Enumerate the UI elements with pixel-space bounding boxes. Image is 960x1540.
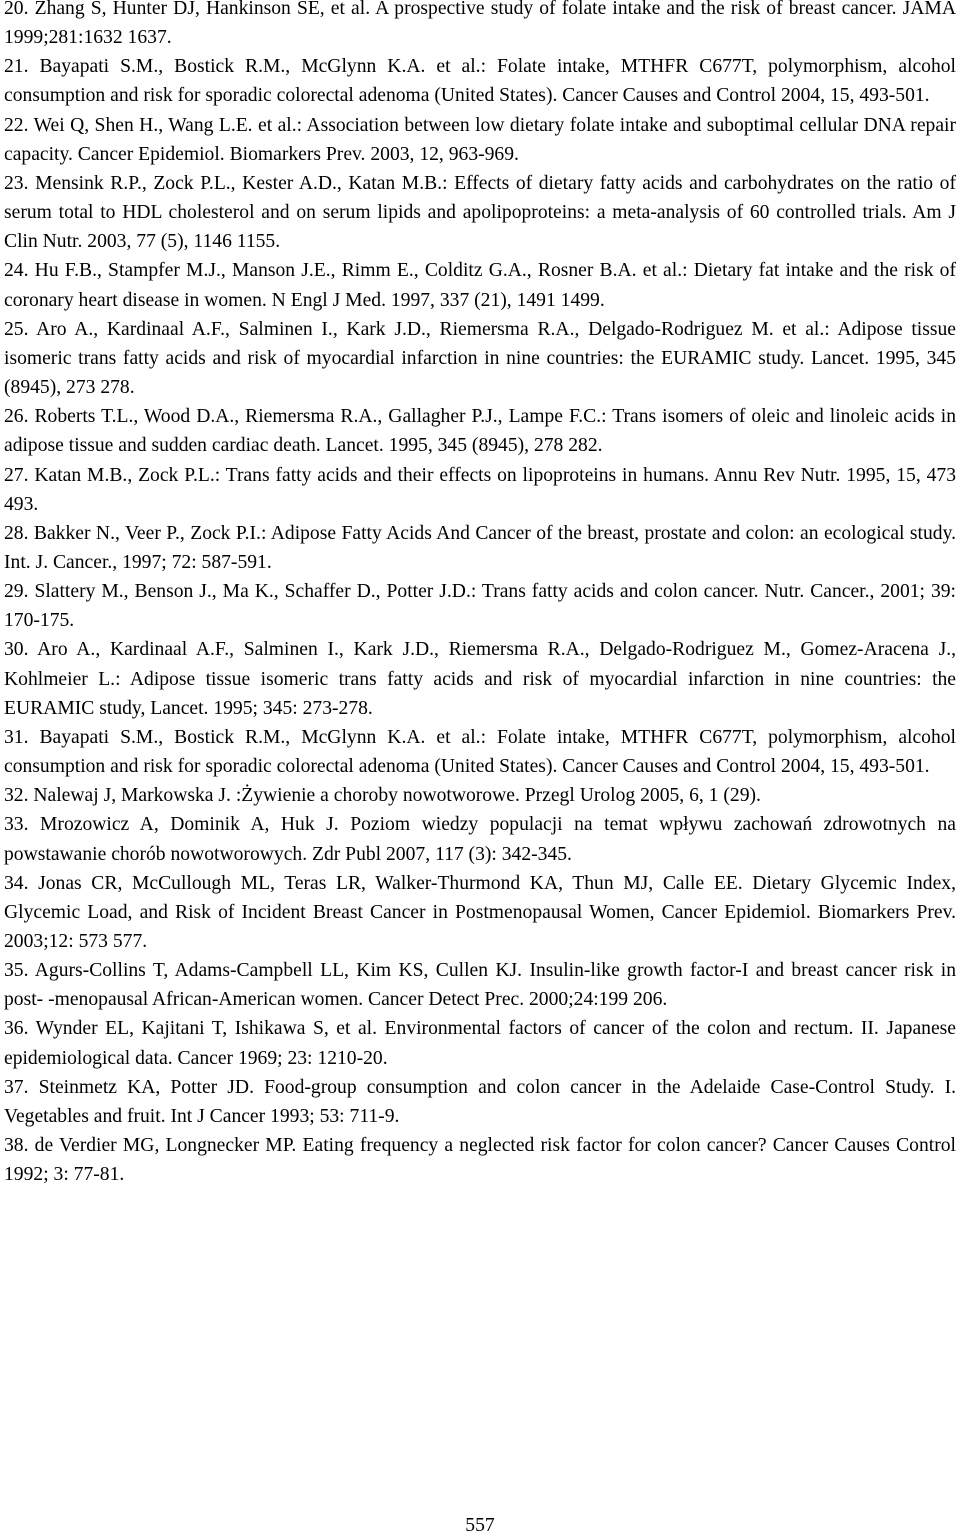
reference-item-24: 24. Hu F.B., Stampfer M.J., Manson J.E., Rimm E., Colditz G.A., Rosner B.A. et al.: Dietary fat intake and the risk of coronary heart disease in women. N Engl J Med. 1997, 337 (21), 1491 1499. — [4, 260, 956, 311]
reference-item-36: 36. Wynder EL, Kajitani T, Ishikawa S, et al. Environmental factors of cancer of the colon and rectum. II. Japanese epidemiological data. Cancer 1969; 23: 1210-20. — [4, 1018, 956, 1069]
reference-item-27: 27. Katan M.B., Zock P.L.: Trans fatty acids and their effects on lipoproteins in humans. Annu Rev Nutr. 1995, 15, 473 493. — [4, 464, 956, 515]
reference-item-35: 35. Agurs-Collins T, Adams-Campbell LL, Kim KS, Cullen KJ. Insulin-like growth factor-I and breast cancer risk in post- -menopausal African-American women. Cancer Detect Prec. 2000;24:199 206. — [4, 960, 956, 1011]
reference-item-23: 23. Mensink R.P., Zock P.L., Kester A.D., Katan M.B.: Effects of dietary fatty acids and carbohydrates on the ratio of serum total to HDL cholesterol and on serum lipids and apolipoproteins: a meta-analysis of 60 controlled trials. Am J Clin Nutr. 2003, 77 (5), 1146 1155. — [4, 172, 956, 253]
reference-item-32: 32. Nalewaj J, Markowska J. :Żywienie a choroby nowotworowe. Przegl Urolog 2005, 6, 1 (29). — [4, 785, 761, 807]
reference-item-22: 22. Wei Q, Shen H., Wang L.E. et al.: Association between low dietary folate intake and suboptimal cellular DNA repair capacity. Cancer Epidemiol. Biomarkers Prev. 2003, 12, 963-969. — [4, 114, 956, 165]
reference-item-28: 28. Bakker N., Veer P., Zock P.I.: Adipose Fatty Acids And Cancer of the breast, prostate and colon: an ecological study. Int. J. Cancer., 1997; 72: 587-591. — [4, 522, 956, 573]
reference-item-37: 37. Steinmetz KA, Potter JD. Food-group consumption and colon cancer in the Adelaide Case-Control Study. I. Vegetables and fruit. Int J Cancer 1993; 53: 711-9. — [4, 1076, 956, 1127]
page-number: 557 — [465, 1515, 495, 1536]
reference-item-34: 34. Jonas CR, McCullough ML, Teras LR, Walker-Thurmond KA, Thun MJ, Calle EE. Dietary Glycemic Index, Glycemic Load, and Risk of Incident Breast Cancer in Postmenopausal Women, Cancer Epidemiol. Biomarkers Prev. 2003;12: 573 577. — [4, 872, 956, 952]
reference-item-20: 20. Zhang S, Hunter DJ, Hankinson SE, et al. A prospective study of folate intake and the risk of breast cancer. JAMA 1999;281:1632 1637. — [4, 0, 956, 49]
reference-item-25: 25. Aro A., Kardinaal A.F., Salminen I., Kark J.D., Riemersma R.A., Delgado-Rodriguez M. et al.: Adipose tissue isomeric trans fatty acids and risk of myocardial infarction in nine countries: the EURAMIC study. Lancet. 1995, 345 (8945), 273 278. — [4, 318, 956, 399]
reference-item-38: 38. de Verdier MG, Longnecker MP. Eating frequency a neglected risk factor for colon cancer? Cancer Causes Control 1992; 3: 77-81. — [4, 1135, 956, 1186]
reference-item-29: 29. Slattery M., Benson J., Ma K., Schaffer D., Potter J.D.: Trans fatty acids and colon cancer. Nutr. Cancer., 2001; 39: 170-175. — [4, 581, 956, 632]
reference-item-33: 33. Mrozowicz A, Dominik A, Huk J. Poziom wiedzy populacji na temat wpływu zachowań zdrowotnych na powstawanie chorób nowotworowych. Zdr Publ 2007, 117 (3): 342-345. — [4, 814, 956, 865]
reference-item-21: 21. Bayapati S.M., Bostick R.M., McGlynn K.A. et al.: Folate intake, MTHFR C677T, polymorphism, alcohol consumption and risk for sporadic colorectal adenoma (United States). Cancer Causes and Control 2004, 15, 493-501. — [4, 56, 956, 107]
reference-list — [4, 0, 956, 1189]
reference-item-30: 30. Aro A., Kardinaal A.F., Salminen I., Kark J.D., Riemersma R.A., Delgado-Rodriguez M., Gomez-Aracena J., Kohlmeier L.: Adipose tissue isomeric trans fatty acids and risk of myocardial infarction in nine countries: the EURAMIC study, Lancet. 1995; 345: 273-278. — [4, 639, 956, 719]
reference-item-26: 26. Roberts T.L., Wood D.A., Riemersma R.A., Gallagher P.J., Lampe F.C.: Trans isomers of oleic and linoleic acids in adipose tissue and sudden cardiac death. Lancet. 1995, 345 (8945), 278 282. — [4, 406, 956, 457]
reference-item-31: 31. Bayapati S.M., Bostick R.M., McGlynn K.A. et al.: Folate intake, MTHFR C677T, polymorphism, alcohol consumption and risk for sporadic colorectal adenoma (United States). Cancer Causes and Control 2004, 15, 493-501. — [4, 726, 956, 778]
